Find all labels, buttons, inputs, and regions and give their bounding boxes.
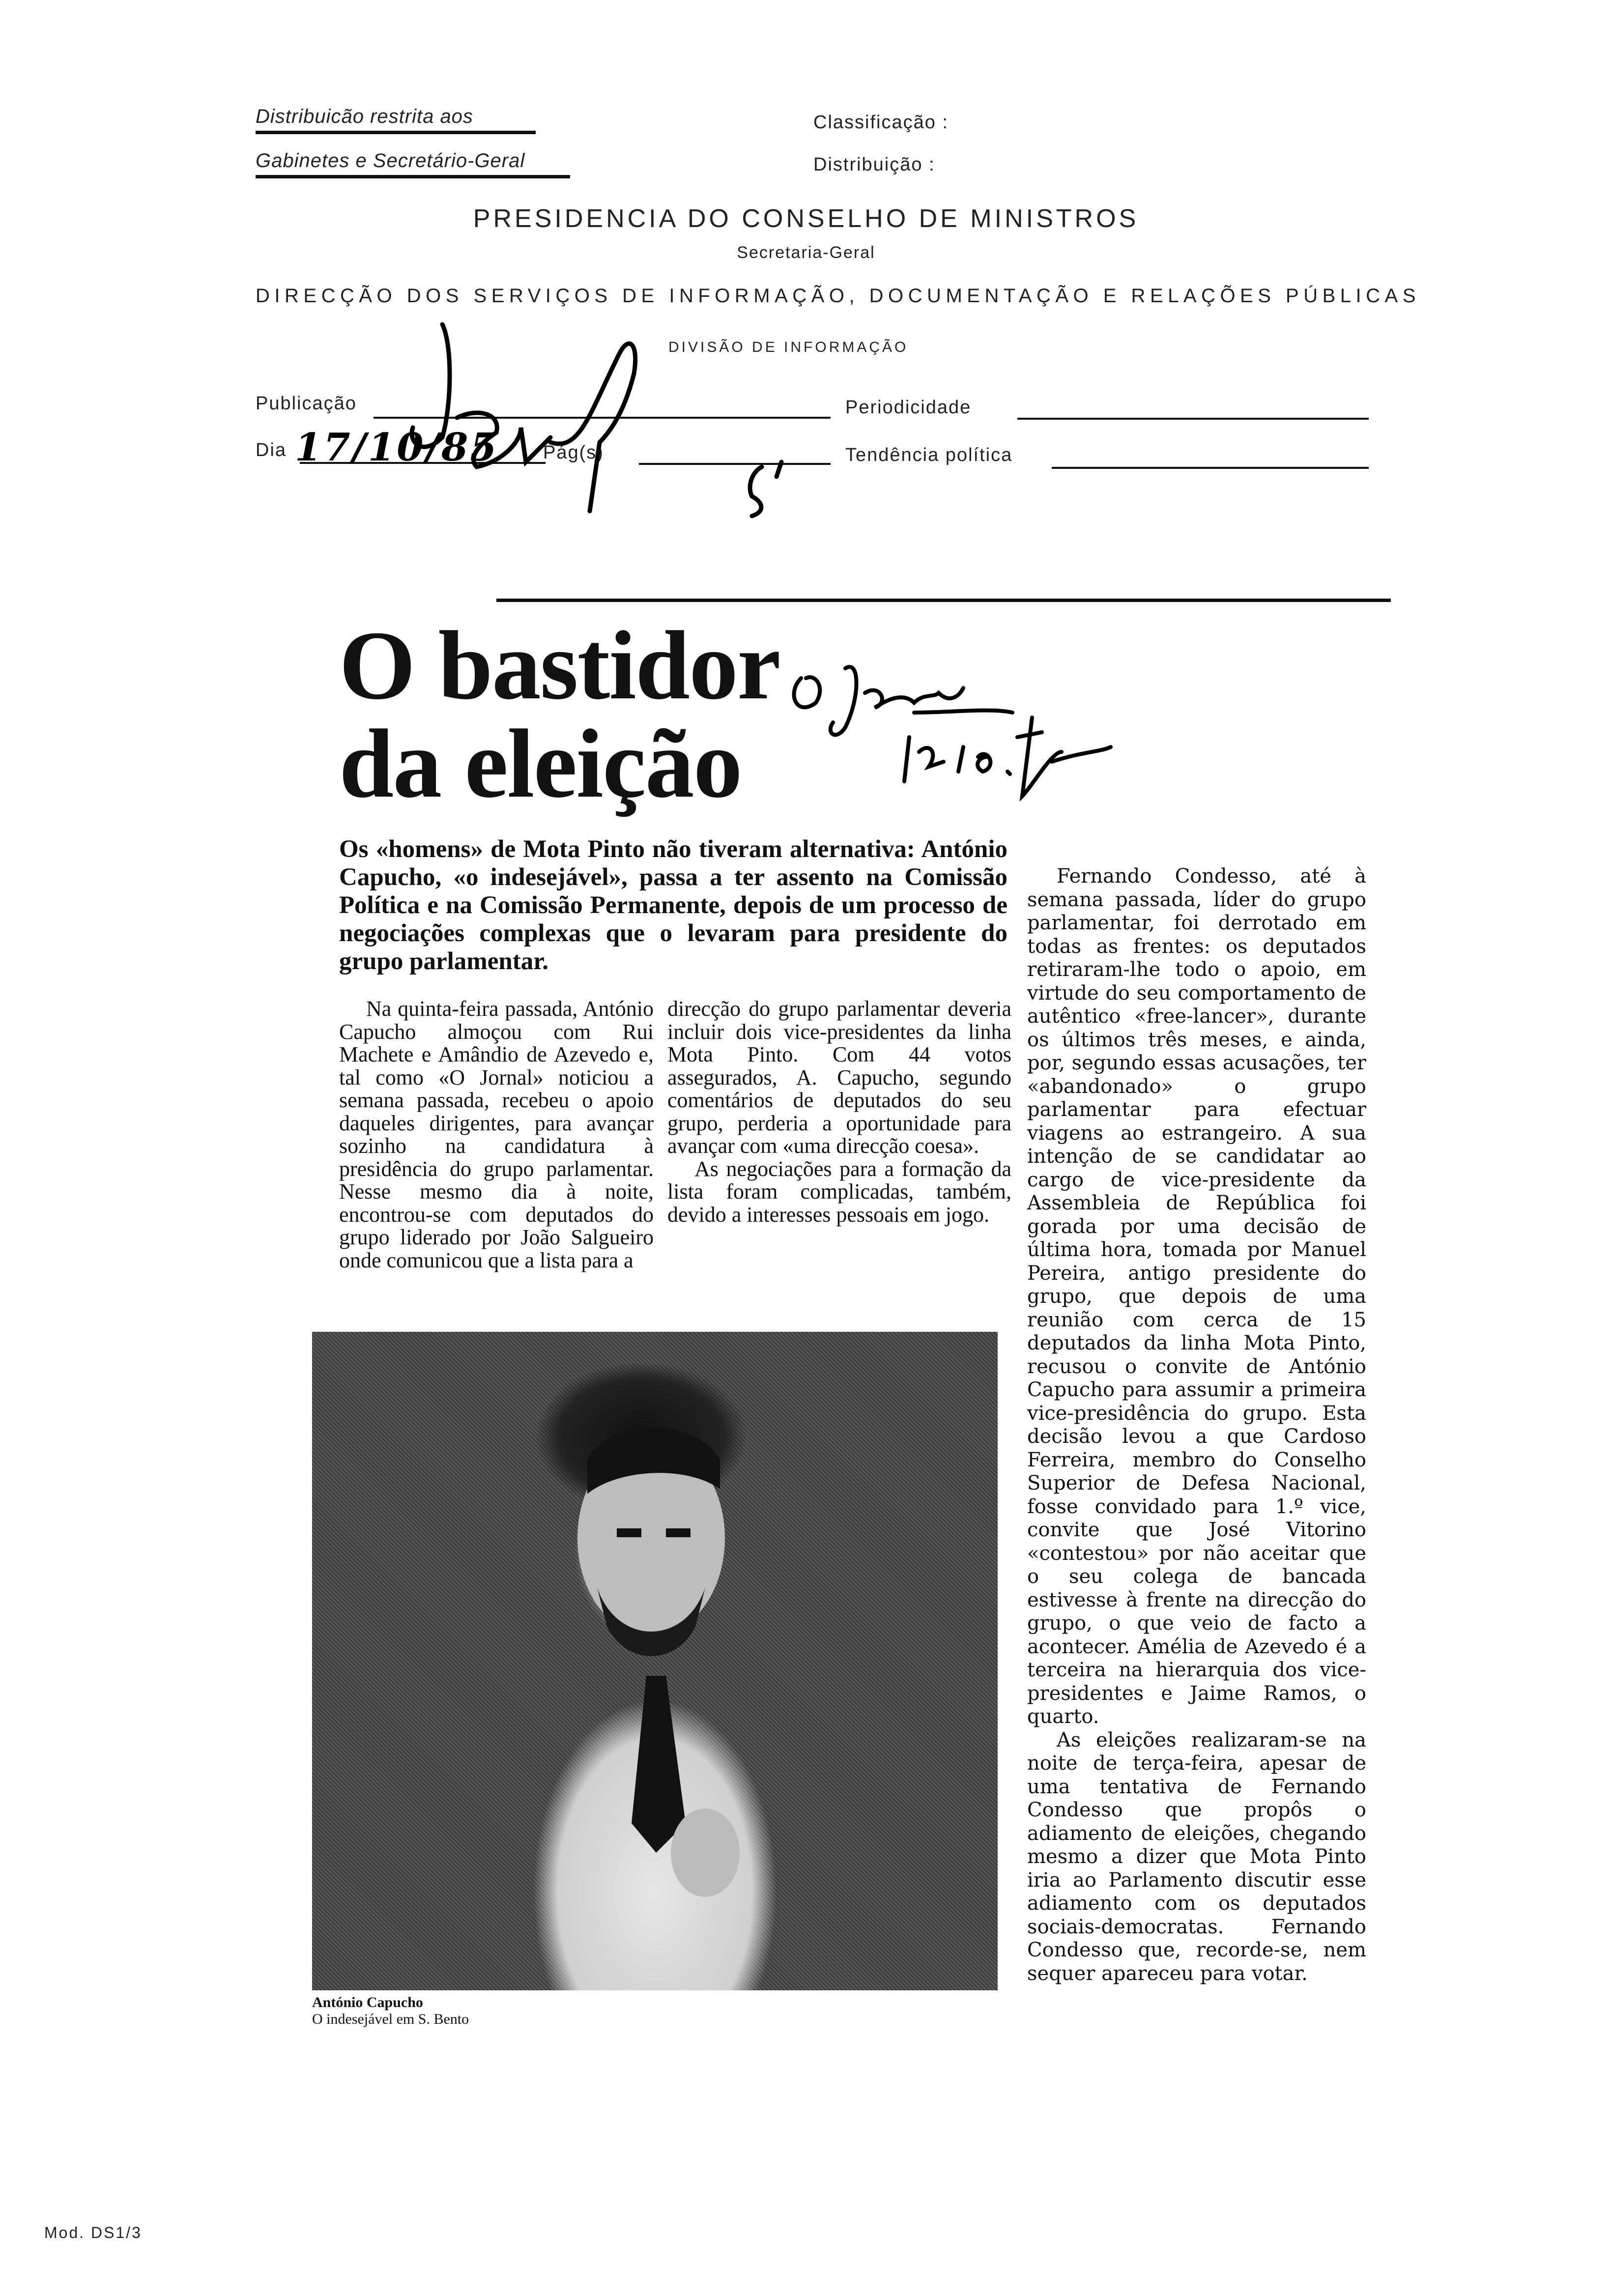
secretariat: Secretaria-Geral <box>737 243 875 262</box>
handwritten-publication-signature <box>246 315 885 521</box>
article-lead: Os «homens» de Mota Pinto não tiveram alternativa: António Capucho, «o indesejável», passa a ter assento na Comissão Política e na Comissão Permanente, depois de um processo de negociações complexas que o levaram para presidente do grupo parlamentar. <box>339 835 1008 975</box>
article-column-1 <box>339 998 654 1272</box>
classification-label: Classificação : <box>813 112 949 133</box>
pages-label: Pág(s) <box>543 442 604 463</box>
headline-line1: O bastidor <box>339 611 780 720</box>
political-tendency-field <box>1052 467 1369 469</box>
article-column-3 <box>1027 865 1366 1985</box>
photo-caption-name: António Capucho <box>312 1994 423 2010</box>
political-tendency-label: Tendência política <box>845 445 1013 465</box>
handwritten-source-note <box>786 639 1180 816</box>
photo-caption-text: O indesejável em S. Bento <box>312 2011 469 2027</box>
paragraph: As eleições realizaram-se na noite de terça-feira, apesar de uma tentativa de Fernando Condesso que propôs o adiamento de eleições, chegando mesmo a dizer que Mota Pinto iria ao Parlamento discutir esse adiamento com os deputados sociais-democratas. Fernando Condesso que, recorde-se, nem sequer apareceu para votar. <box>1027 1728 1366 1985</box>
section-divider <box>496 599 1391 602</box>
distribution-label: Distribuição : <box>813 154 935 175</box>
paragraph: Na quinta-feira passada, António Capucho almoçou com Rui Machete e Amândio de Azevedo e, tal como «O Jornal» noticiou a semana passada, recebeu o apoio daqueles dirigentes, para avançar sozinho na candidatura à presidência do grupo parlamentar. Nesse mesmo dia à noite, encontrou-se com deputados do grupo liderado por João Salgueiro onde comunicou que a lista para a <box>339 997 654 1272</box>
institution-title: PRESIDENCIA DO CONSELHO DE MINISTROS <box>473 204 1139 233</box>
paragraph: Fernando Condesso, até à semana passada, líder do grupo parlamentar, foi derrotado em todas as frentes: os deputados retiraram-lhe todo o apoio, em virtude do seu comportamento de autêntico «free-lancer», durante os últimos três meses, e ainda, por, segundo essas acusações, ter «abandonado» o grupo parlamentar para efectuar viagens ao estrangeiro. A sua intenção de se candidatar ao cargo de vice-presidente da Assembleia de República foi gorada por uma decisão de última hora, tomada por Manuel Pereira, antigo presidente do grupo, que depois de uma reunião com cerca de 15 deputados da linha Mota Pinto, recusou o convite de António Capucho para assumir a primeira vice-presidência do grupo. Esta decisão levou a que Cardoso Ferreira, membro do Conselho Superior de Defesa Nacional, fosse convidado para 1.º vice, convite que José Vitorino «contestou» por não aceitar que o seu colega de bancada estivesse à frente na direcção do grupo, o que veio de facto a acontecer. Amélia de Azevedo é a terceira na hierarquia dos vice-presidentes e Jaime Ramos, o quarto. <box>1027 865 1366 1728</box>
distribution-restricted-line1: Distribuicão restrita aos <box>256 106 536 134</box>
headline-line2: da eleição <box>339 710 742 818</box>
form-code: Mod. DS1/3 <box>44 2224 142 2241</box>
paragraph: direcção do grupo parlamentar deveria incluir dois vice-presidentes da linha Mota Pinto. Com 44 votos assegurados, A. Capucho, segundo comentários de deputados do seu grupo, perderia a oportunidade para avançar com «uma direcção coesa». <box>667 997 1011 1158</box>
day-value: 17/10/85 <box>295 425 499 470</box>
directorate: DIRECÇÃO DOS SERVIÇOS DE INFORMAÇÃO, DOCUMENTAÇÃO E RELAÇÕES PÚBLICAS <box>256 285 1420 307</box>
portrait-figure <box>312 1332 998 1990</box>
article-column-2 <box>667 998 1011 1226</box>
paragraph: As negociações para a formação da lista foram complicadas, também, devido a interesses pessoais em jogo. <box>667 1156 1011 1227</box>
distribution-restricted-line2: Gabinetes e Secretário-Geral <box>256 150 570 178</box>
division: DIVISÃO DE INFORMAÇÃO <box>668 339 909 355</box>
day-label: Dia <box>256 440 287 460</box>
publication-label: Publicação <box>256 393 357 414</box>
periodicity-field <box>1017 418 1369 420</box>
article-photo <box>312 1332 998 1990</box>
periodicity-label: Periodicidade <box>845 397 972 418</box>
